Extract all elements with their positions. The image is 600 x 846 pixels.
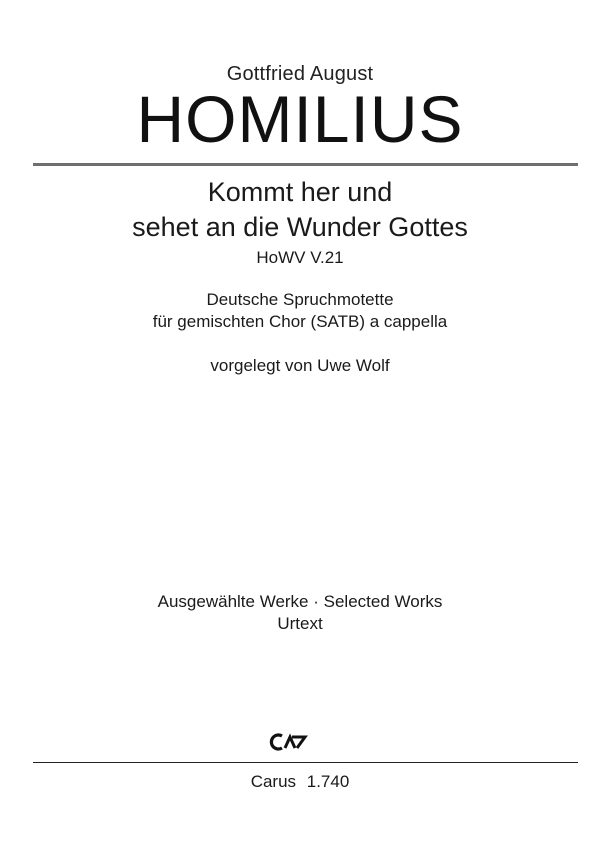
work-editor: vorgelegt von Uwe Wolf (210, 356, 390, 375)
publisher-catalog-number: Carus 1.740 (250, 772, 350, 791)
series-name: Ausgewählte Werke · Selected Works (157, 592, 443, 611)
top-divider (33, 163, 578, 166)
work-title-line2: sehet an die Wunder Gottes (132, 212, 468, 242)
composer-last-name: HOMILIUS (136, 82, 464, 156)
bottom-divider (33, 762, 578, 763)
edition-type: Urtext (277, 614, 323, 633)
carus-logo-icon (268, 733, 308, 751)
work-title-line1: Kommt her und (207, 177, 393, 207)
work-genre-line2: für gemischten Chor (SATB) a cappella (152, 312, 448, 331)
work-genre-line1: Deutsche Spruchmotette (206, 290, 394, 309)
composer-first-names: Gottfried August (226, 63, 374, 85)
work-catalog-number: HoWV V.21 (256, 248, 344, 267)
